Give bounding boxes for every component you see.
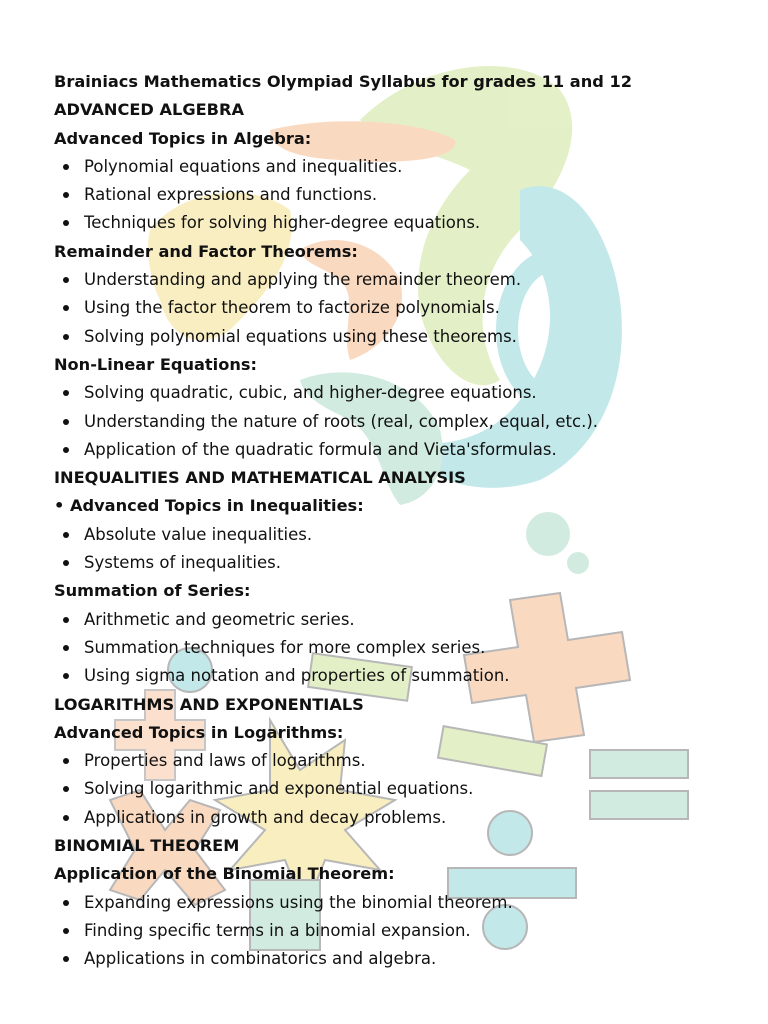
list-item-text: Polynomial equations and inequalities. (84, 156, 403, 176)
list-item-text: Arithmetic and geometric series. (84, 609, 355, 629)
list-item-text: Using sigma notation and properties of summation. (84, 666, 510, 686)
bullet-dot-icon (63, 192, 69, 198)
bullet-dot-icon (63, 305, 69, 311)
list-item (84, 634, 768, 662)
topic-heading-text: Remainder and Factor Theorems: (54, 241, 358, 261)
bullet-dot-icon (63, 900, 69, 906)
topic-heading (54, 492, 768, 520)
list-item (84, 209, 768, 237)
list-item-text: Finding specific terms in a binomial expansion. (84, 920, 471, 940)
topic-heading-text: Non-Linear Equations: (54, 354, 257, 374)
list-item (84, 775, 768, 803)
bullet-dot-icon (63, 928, 69, 934)
section-heading (54, 464, 768, 492)
topic-heading (54, 577, 768, 605)
syllabus-document (0, 68, 768, 974)
bullet-dot-icon (63, 956, 69, 962)
bullet-dot-icon (63, 447, 69, 453)
list-item-text: Applications in growth and decay problems. (84, 807, 447, 827)
document-title: Brainiacs Mathematics Olympiad Syllabus for grades 11 and 12 (54, 72, 632, 91)
bullet-dot-icon (63, 419, 69, 425)
list-item (84, 945, 768, 973)
list-item (84, 747, 768, 775)
list-item (84, 889, 768, 917)
list-item-text: Rational expressions and functions. (84, 185, 378, 205)
list-item (84, 436, 768, 464)
bullet-dot-icon (63, 645, 69, 651)
section-heading (54, 691, 768, 719)
section-heading-text: INEQUALITIES AND MATHEMATICAL ANALYSIS (54, 468, 466, 488)
list-item-text: Absolute value inequalities. (84, 524, 313, 544)
list-item (84, 549, 768, 577)
list-item-text: Application of the quadratic formula and Vieta'sformulas. (84, 439, 557, 459)
list-item (84, 379, 768, 407)
list-item-text: Understanding and applying the remainder theorem. (84, 270, 522, 290)
list-item-text: Properties and laws of logarithms. (84, 751, 366, 771)
list-item-text: Summation techniques for more complex series. (84, 637, 486, 657)
topic-heading-text: Summation of Series: (54, 581, 251, 601)
bullet-dot-icon (63, 334, 69, 340)
bullet-dot-icon (63, 164, 69, 170)
list-item-text: Solving quadratic, cubic, and higher-degree equations. (84, 383, 537, 403)
bullet-dot-icon (63, 786, 69, 792)
list-item (84, 294, 768, 322)
list-item-text: Solving logarithmic and exponential equations. (84, 779, 474, 799)
list-item-text: Applications in combinatorics and algebra. (84, 949, 437, 969)
list-item (84, 521, 768, 549)
topic-heading (54, 351, 768, 379)
list-item (84, 408, 768, 436)
section-heading (54, 96, 768, 124)
list-item (84, 153, 768, 181)
bullet-dot-icon (63, 617, 69, 623)
list-item (84, 606, 768, 634)
topic-heading (54, 860, 768, 888)
section-heading-text: BINOMIAL THEOREM (54, 836, 240, 856)
topic-heading (54, 238, 768, 266)
list-item (84, 662, 768, 690)
bullet-dot-icon (63, 532, 69, 538)
bullet-dot-icon (63, 758, 69, 764)
bullet-dot-icon (63, 673, 69, 679)
list-item-text: Understanding the nature of roots (real, complex, equal, etc.). (84, 411, 599, 431)
bullet-dot-icon (63, 220, 69, 226)
bullet-dot-icon (63, 560, 69, 566)
topic-heading-text: Advanced Topics in Logarithms: (54, 722, 344, 742)
topic-heading-text: Application of the Binomial Theorem: (54, 864, 395, 884)
list-item (84, 266, 768, 294)
bullet-dot-icon (63, 277, 69, 283)
topic-heading-text: Advanced Topics in Algebra: (54, 128, 312, 148)
topic-heading-text: Advanced Topics in Inequalities: (70, 496, 364, 516)
topic-heading (54, 125, 768, 153)
section-heading (54, 832, 768, 860)
topic-heading (54, 719, 768, 747)
list-item (84, 323, 768, 351)
bullet-dot-icon (63, 390, 69, 396)
list-item-text: Solving polynomial equations using these theorems. (84, 326, 517, 346)
syllabus-content (0, 96, 768, 973)
bullet-dot-icon (63, 815, 69, 821)
list-item-text: Expanding expressions using the binomial theorem. (84, 892, 513, 912)
list-item-text: Techniques for solving higher-degree equations. (84, 213, 481, 233)
list-item-text: Systems of inequalities. (84, 553, 281, 573)
list-item (84, 181, 768, 209)
section-heading-text: LOGARITHMS AND EXPONENTIALS (54, 694, 364, 714)
section-heading-text: ADVANCED ALGEBRA (54, 100, 244, 120)
list-item-text: Using the factor theorem to factorize polynomials. (84, 298, 500, 318)
list-item (84, 804, 768, 832)
list-item (84, 917, 768, 945)
heading-bullet-prefix: • (54, 496, 65, 516)
